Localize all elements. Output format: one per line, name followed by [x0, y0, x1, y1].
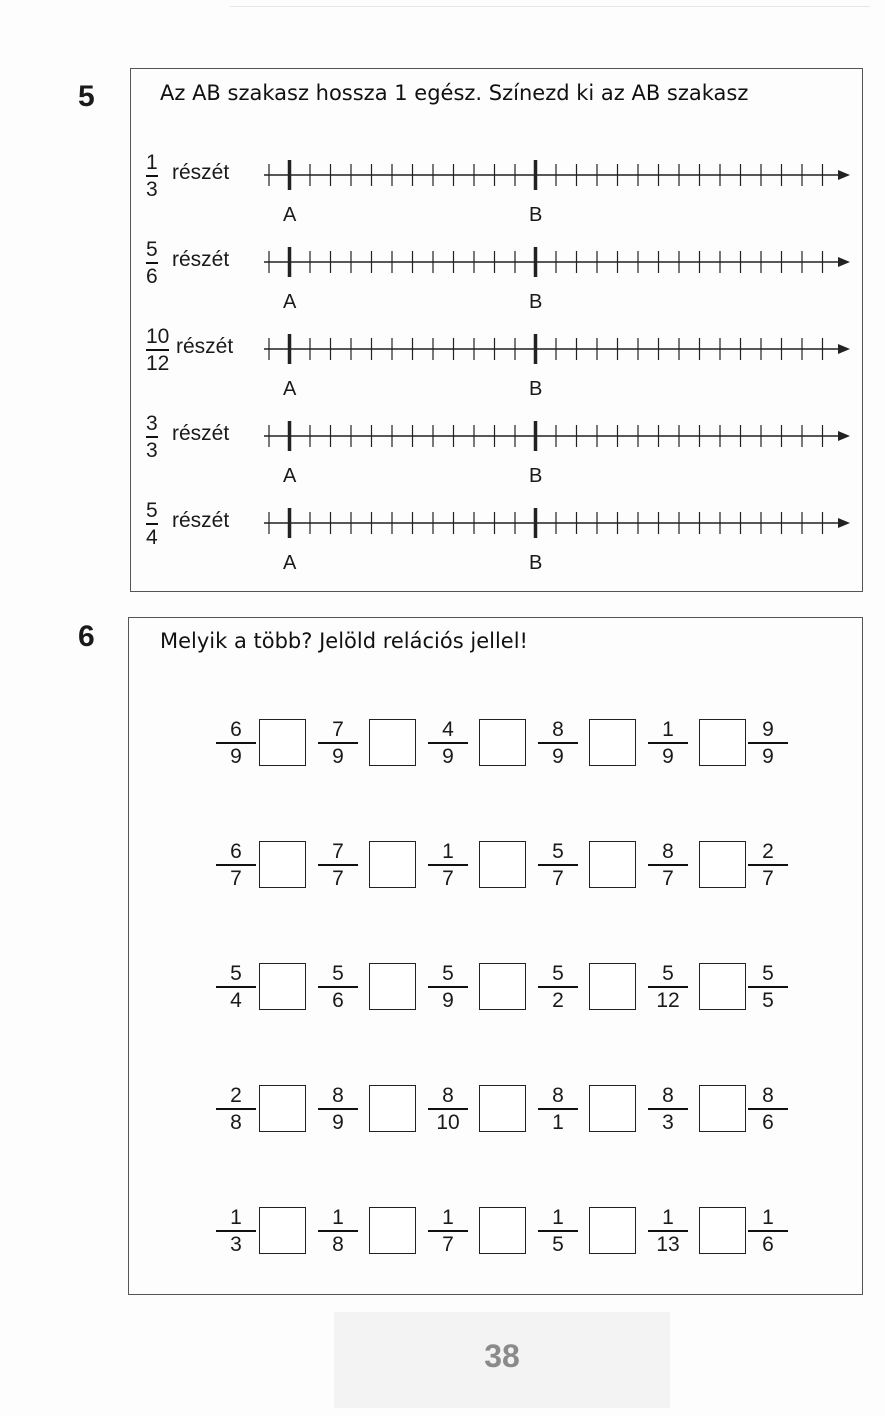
fraction-numerator: 5 [662, 962, 674, 985]
fraction-bar [538, 864, 578, 866]
fraction-denominator: 7 [442, 1232, 454, 1256]
fraction-denominator: 9 [442, 988, 454, 1012]
fraction-numerator: 8 [662, 1084, 674, 1107]
comparison-fraction [318, 962, 358, 1012]
fraction-denominator: 9 [762, 744, 774, 768]
fraction-numerator: 1 [230, 1206, 242, 1229]
relation-answer-box[interactable] [479, 1085, 526, 1132]
comparison-fraction [318, 1084, 358, 1134]
fraction-numerator: 1 [442, 840, 454, 863]
fraction-numerator: 3 [146, 412, 158, 435]
fraction-numerator: 2 [230, 1084, 242, 1107]
exercise-5-instruction: Az AB szakasz hossza 1 egész. Színezd ki az AB szakasz [160, 81, 749, 105]
comparison-fraction [216, 718, 256, 768]
fraction-denominator: 7 [552, 866, 564, 890]
relation-answer-box[interactable] [479, 1207, 526, 1254]
fraction-numerator: 1 [552, 1206, 564, 1229]
arrow-head-icon [838, 344, 850, 354]
fraction-denominator: 12 [146, 351, 170, 375]
point-a-label: A [283, 291, 297, 313]
relation-answer-box[interactable] [589, 963, 636, 1010]
fraction-denominator: 6 [762, 1110, 774, 1134]
fraction-numerator: 1 [762, 1206, 774, 1229]
comparison-fraction [648, 718, 688, 768]
fraction-bar [748, 986, 788, 988]
fraction-numerator: 5 [146, 499, 158, 522]
fraction-bar [538, 986, 578, 988]
fraction-label [146, 499, 158, 549]
arrow-head-icon [838, 170, 850, 180]
fraction-bar [648, 1230, 688, 1232]
fraction-denominator: 3 [146, 177, 158, 201]
relation-answer-box[interactable] [259, 963, 306, 1010]
fraction-bar [146, 262, 158, 264]
fraction-denominator: 9 [332, 1110, 344, 1134]
fraction-bar [428, 1108, 468, 1110]
comparison-fraction [428, 962, 468, 1012]
fraction-denominator: 6 [332, 988, 344, 1012]
fraction-denominator: 4 [146, 525, 158, 549]
relation-answer-box[interactable] [369, 1085, 416, 1132]
comparison-fraction [538, 1084, 578, 1134]
fraction-denominator: 13 [656, 1232, 680, 1256]
relation-answer-box[interactable] [699, 1085, 746, 1132]
fraction-numerator: 6 [230, 718, 242, 741]
comparison-fraction [648, 962, 688, 1012]
point-b-label: B [529, 465, 543, 487]
fraction-label [146, 325, 169, 375]
fraction-denominator: 9 [552, 744, 564, 768]
comparison-fraction [428, 840, 468, 890]
point-a-label: A [283, 465, 297, 487]
comparison-fraction [648, 1206, 688, 1256]
fraction-bar [318, 1230, 358, 1232]
fraction-numerator: 6 [230, 840, 242, 863]
fraction-bar [216, 742, 256, 744]
relation-answer-box[interactable] [369, 963, 416, 1010]
comparison-fraction [748, 840, 788, 890]
fraction-denominator: 7 [332, 866, 344, 890]
number-line [260, 242, 860, 282]
fraction-numerator: 1 [662, 1206, 674, 1229]
comparison-fraction [428, 1206, 468, 1256]
fraction-numerator: 1 [442, 1206, 454, 1229]
arrow-head-icon [838, 257, 850, 267]
comparison-fraction [216, 1206, 256, 1256]
relation-answer-box[interactable] [699, 719, 746, 766]
fraction-bar [428, 742, 468, 744]
fraction-denominator: 12 [656, 988, 680, 1012]
fraction-bar [146, 349, 169, 351]
number-line [260, 503, 860, 543]
number-line [260, 329, 860, 369]
fraction-bar [428, 1230, 468, 1232]
relation-answer-box[interactable] [699, 841, 746, 888]
fraction-denominator: 5 [552, 1232, 564, 1256]
relation-answer-box[interactable] [479, 963, 526, 1010]
fraction-denominator: 3 [662, 1110, 674, 1134]
fraction-bar [748, 1230, 788, 1232]
page-top-rule [230, 6, 870, 7]
fraction-numerator: 5 [230, 962, 242, 985]
fraction-numerator: 5 [442, 962, 454, 985]
relation-answer-box[interactable] [369, 1207, 416, 1254]
fraction-bar [428, 986, 468, 988]
fraction-bar [648, 986, 688, 988]
comparison-fraction [318, 840, 358, 890]
fraction-numerator: 8 [442, 1084, 454, 1107]
comparison-fraction [428, 718, 468, 768]
fraction-denominator: 9 [230, 744, 242, 768]
comparison-fraction [648, 1084, 688, 1134]
fraction-numerator: 8 [552, 1084, 564, 1107]
fraction-bar [428, 864, 468, 866]
part-word: részét [172, 248, 230, 271]
fraction-bar [538, 742, 578, 744]
fraction-bar [216, 1230, 256, 1232]
fraction-denominator: 7 [762, 866, 774, 890]
fraction-denominator: 5 [762, 988, 774, 1012]
fraction-numerator: 8 [552, 718, 564, 741]
fraction-numerator: 1 [146, 151, 158, 174]
comparison-fraction [538, 840, 578, 890]
fraction-bar [748, 742, 788, 744]
relation-answer-box[interactable] [369, 841, 416, 888]
fraction-label [146, 238, 158, 288]
fraction-numerator: 9 [762, 718, 774, 741]
relation-answer-box[interactable] [479, 719, 526, 766]
relation-answer-box[interactable] [369, 719, 416, 766]
point-b-label: B [529, 204, 543, 226]
relation-answer-box[interactable] [259, 1207, 306, 1254]
fraction-denominator: 6 [146, 264, 158, 288]
fraction-numerator: 5 [146, 238, 158, 261]
fraction-denominator: 9 [332, 744, 344, 768]
fraction-denominator: 7 [442, 866, 454, 890]
fraction-bar [146, 523, 158, 525]
exercise-5-number: 5 [78, 80, 95, 113]
fraction-numerator: 5 [762, 962, 774, 985]
relation-answer-box[interactable] [589, 719, 636, 766]
page-number: 38 [484, 1338, 520, 1374]
number-line [260, 155, 860, 195]
fraction-numerator: 5 [552, 962, 564, 985]
fraction-bar [648, 1108, 688, 1110]
comparison-fraction [748, 1084, 788, 1134]
fraction-label [146, 151, 158, 201]
relation-answer-box[interactable] [479, 841, 526, 888]
fraction-bar [648, 742, 688, 744]
comparison-fraction [216, 840, 256, 890]
fraction-bar [538, 1108, 578, 1110]
fraction-denominator: 3 [146, 438, 158, 462]
fraction-denominator: 9 [442, 744, 454, 768]
fraction-bar [318, 742, 358, 744]
comparison-fraction [216, 1084, 256, 1134]
fraction-numerator: 8 [662, 840, 674, 863]
comparison-fraction [648, 840, 688, 890]
fraction-numerator: 1 [662, 718, 674, 741]
comparison-fraction [748, 962, 788, 1012]
fraction-denominator: 7 [662, 866, 674, 890]
comparison-fraction [428, 1084, 468, 1134]
fraction-numerator: 2 [762, 840, 774, 863]
fraction-bar [216, 864, 256, 866]
comparison-fraction [216, 962, 256, 1012]
fraction-label [146, 412, 158, 462]
relation-answer-box[interactable] [589, 1207, 636, 1254]
number-line [260, 416, 860, 456]
arrow-head-icon [838, 518, 850, 528]
fraction-denominator: 3 [230, 1232, 242, 1256]
exercise-6-instruction: Melyik a több? Jelöld relációs jellel! [160, 629, 528, 653]
fraction-bar [318, 1108, 358, 1110]
fraction-bar [216, 1108, 256, 1110]
relation-answer-box[interactable] [589, 1085, 636, 1132]
point-a-label: A [283, 552, 297, 574]
point-b-label: B [529, 291, 543, 313]
fraction-numerator: 5 [552, 840, 564, 863]
part-word: részét [176, 335, 234, 358]
part-word: részét [172, 509, 230, 532]
fraction-numerator: 10 [146, 325, 170, 348]
fraction-numerator: 7 [332, 718, 344, 741]
fraction-denominator: 10 [436, 1110, 460, 1134]
fraction-numerator: 7 [332, 840, 344, 863]
relation-answer-box[interactable] [589, 841, 636, 888]
fraction-numerator: 8 [762, 1084, 774, 1107]
fraction-denominator: 6 [762, 1232, 774, 1256]
fraction-denominator: 8 [332, 1232, 344, 1256]
fraction-bar [748, 864, 788, 866]
fraction-bar [648, 864, 688, 866]
fraction-numerator: 8 [332, 1084, 344, 1107]
fraction-bar [318, 864, 358, 866]
comparison-fraction [748, 718, 788, 768]
part-word: részét [172, 422, 230, 445]
point-b-label: B [529, 378, 543, 400]
fraction-denominator: 1 [552, 1110, 564, 1134]
fraction-bar [318, 986, 358, 988]
point-a-label: A [283, 378, 297, 400]
comparison-fraction [318, 718, 358, 768]
fraction-denominator: 2 [552, 988, 564, 1012]
fraction-bar [748, 1108, 788, 1110]
part-word: részét [172, 161, 230, 184]
relation-answer-box[interactable] [259, 1085, 306, 1132]
point-a-label: A [283, 204, 297, 226]
comparison-fraction [318, 1206, 358, 1256]
fraction-denominator: 7 [230, 866, 242, 890]
fraction-denominator: 9 [662, 744, 674, 768]
relation-answer-box[interactable] [259, 841, 306, 888]
relation-answer-box[interactable] [699, 963, 746, 1010]
fraction-denominator: 8 [230, 1110, 242, 1134]
fraction-numerator: 4 [442, 718, 454, 741]
fraction-bar [146, 436, 158, 438]
page-number-area [334, 1312, 670, 1408]
fraction-bar [216, 986, 256, 988]
point-b-label: B [529, 552, 543, 574]
relation-answer-box[interactable] [699, 1207, 746, 1254]
comparison-fraction [538, 1206, 578, 1256]
fraction-numerator: 1 [332, 1206, 344, 1229]
fraction-numerator: 5 [332, 962, 344, 985]
exercise-6-number: 6 [78, 620, 95, 653]
fraction-denominator: 4 [230, 988, 242, 1012]
arrow-head-icon [838, 431, 850, 441]
comparison-fraction [538, 962, 578, 1012]
relation-answer-box[interactable] [259, 719, 306, 766]
fraction-bar [538, 1230, 578, 1232]
comparison-fraction [538, 718, 578, 768]
fraction-bar [146, 175, 158, 177]
comparison-fraction [748, 1206, 788, 1256]
